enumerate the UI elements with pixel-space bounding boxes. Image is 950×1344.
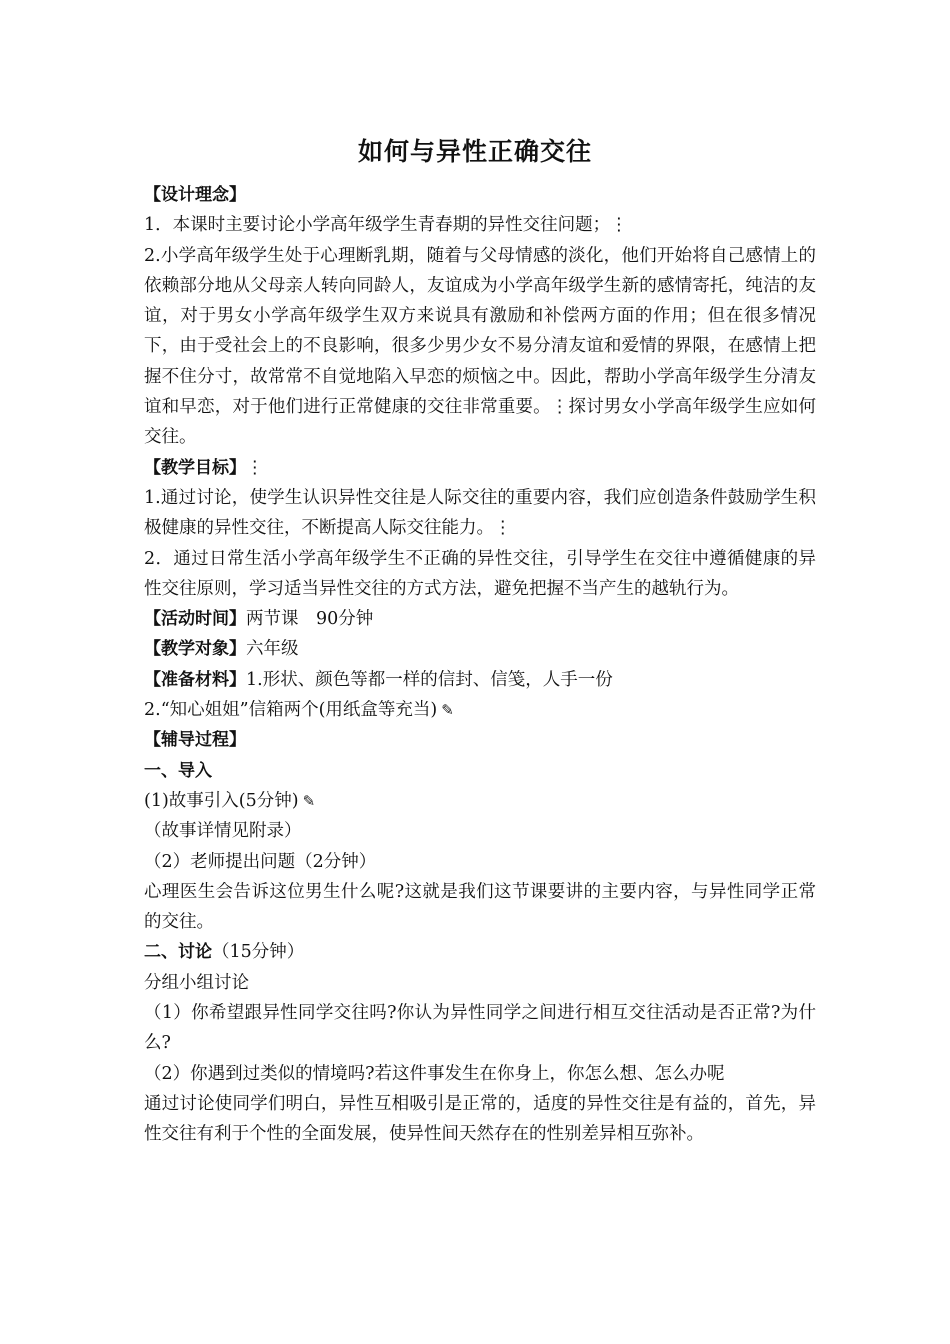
target-text: 六年级 [246,639,299,660]
materials-line [144,665,816,695]
part2-heading-line [144,937,816,967]
materials-text: 1.形状、颜色等都一样的信封、信笺，人手一份 [246,669,613,690]
time-line [144,604,816,634]
swash-mark-icon-2: ✎ [302,791,316,810]
materials-line-2 [144,695,816,725]
process-heading-line [144,725,816,755]
time-heading: 【活动时间】 [144,609,246,630]
part1-heading: 一、导入 [144,760,212,781]
time-text: 两节课 90分钟 [246,609,374,630]
materials-text-2: 2.“知心姐姐”信箱两个(用纸盒等充当) [144,700,438,721]
materials-heading: 【准备材料】 [144,669,246,690]
part1-line-2: （故事详情见附录） [144,821,302,842]
goals-heading: 【教学目标】 [144,457,246,478]
goals-heading-line [144,453,816,483]
design-paragraph-1: 1．本课时主要讨论小学高年级学生青春期的异性交往问题；⋮ [144,215,628,236]
goals-paragraph-1: 1.通过讨论，使学生认识异性交往是人际交往的重要内容，我们应创造条件鼓励学生积极健康的异性交往，不断提高人际交往能力。⋮ [144,487,816,539]
part1-item-1: (1)故事引入(5分钟) [144,790,299,811]
design-heading-line [144,180,816,210]
part1-heading-line [144,756,816,786]
part1-paragraph: 心理医生会告诉这位男生什么呢?这就是我们这节课要讲的主要内容，与异性同学正常的交往。 [144,881,816,933]
design-heading: 【设计理念】 [144,185,246,205]
target-heading: 【教学对象】 [144,639,246,660]
part2-heading: 二、讨论 [144,942,212,963]
goals-heading-mark: ⋮ [246,457,264,478]
part1-line-3: （2）老师提出问题（2分钟） [144,851,377,872]
part2-question-2: （2）你遇到过类似的情境吗?若这件事发生在你身上，你怎么想、怎么办呢 [144,1063,725,1084]
part2-question-1: （1）你希望跟异性同学交往吗?你认为异性同学之间进行相互交往活动是否正常?为什么? [144,1003,816,1054]
part2-heading-time: （15分钟） [212,942,305,963]
design-paragraph-2: 2.小学高年级学生处于心理断乳期，随着与父母情感的淡化，他们开始将自己感情上的依赖部分地从父母亲人转向同龄人，友谊成为小学高年级学生新的感情寄托，纯洁的友谊，对于男女小学高年级学生双方来说具有激励和补偿两方面的作用；但在很多情况下，由于受社会上的不良影响，很多少男少女不易分清友谊和爱情的界限，在感情上把握不住分寸，故常常不自觉地陷入早恋的烦恼之中。因此，帮助小学高年级学生分清友谊和早恋，对于他们进行正常健康的交往非常重要。⋮探讨男女小学高年级学生应如何交往。 [144,245,816,448]
target-line [144,634,816,664]
part2-paragraph: 通过讨论使同学们明白，异性互相吸引是正常的，适度的异性交往是有益的，首先，异性交往有利于个性的全面发展，使异性间天然存在的性别差异相互弥补。 [144,1093,816,1145]
process-heading: 【辅导过程】 [144,730,246,751]
document-title: 如何与异性正确交往 [357,137,592,166]
swash-mark-icon: ✎ [441,701,454,720]
part2-line-1: 分组小组讨论 [144,972,249,993]
goals-paragraph-2: 2．通过日常生活小学高年级学生不正确的异性交往，引导学生在交往中遵循健康的异性交往原则，学习适当异性交往的方式方法，避免把握不当产生的越轨行为。 [144,548,816,599]
part1-line-1 [144,786,816,816]
document-body [144,180,816,1150]
